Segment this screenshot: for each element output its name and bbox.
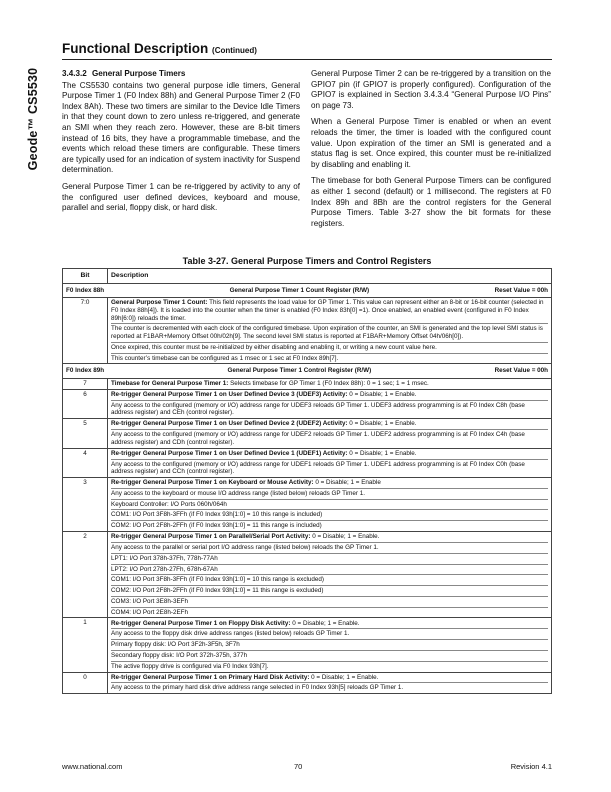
bit-cell: 7 xyxy=(63,378,108,389)
field-name: Re-trigger General Purpose Timer 1 on Keyboard or Mouse Activity: xyxy=(111,479,314,487)
description-line: Primary floppy disk: I/O Port 3F2h-3F5h, 3F7h xyxy=(111,639,548,649)
field-description xyxy=(111,479,548,487)
description-line: Any access to the parallel or serial port I/O address range (listed below) reloads the GP Timer 1. xyxy=(111,542,548,552)
description-cell xyxy=(108,477,552,531)
description-line: COM2: I/O Port 2F8h-2FFh (if F0 Index 93h[1:0] = 11 this range is excluded) xyxy=(111,585,548,595)
register-header-row xyxy=(63,364,552,379)
register-header-row xyxy=(63,283,552,298)
page-title xyxy=(62,41,257,56)
field-description xyxy=(111,380,548,388)
field-values: 0 = Disable; 1 = Enable. xyxy=(347,449,417,457)
field-name: General Purpose Timer 1 Count: xyxy=(111,299,208,307)
description-line: LPT1: I/O Port 378h-37Fh, 778h-77Ah xyxy=(111,553,548,563)
section-heading xyxy=(62,69,300,80)
field-description xyxy=(111,674,548,682)
table-row xyxy=(63,531,552,617)
revision: Revision 4.1 xyxy=(510,762,552,771)
header-rule xyxy=(62,59,552,60)
side-tab xyxy=(22,40,48,220)
bit-cell: 2 xyxy=(63,531,108,617)
bit-cell: 5 xyxy=(63,419,108,448)
description-cell xyxy=(108,389,552,418)
field-values: 0 = Disable; 1 = Enable. xyxy=(347,420,417,428)
field-name: Re-trigger General Purpose Timer 1 on User Defined Device 2 (UDEF2) Activity: xyxy=(111,420,348,428)
bit-cell: 4 xyxy=(63,448,108,477)
field-values: 0 = Disable; 1 = Enable. xyxy=(309,673,379,681)
table-row xyxy=(63,618,552,672)
field-values: 0 = Disable; 1 = Enable. xyxy=(347,391,417,399)
section-title: General Purpose Timers xyxy=(92,69,186,78)
field-text: This field represents the load value for GP Timer 1. This value can represent either an 8-bit or 16-bit counter (selected in F0 Index 88h[4]). It is loaded into the counter when the timer is enabled (F0 Index 83h[0] =1). Once enabled, an enabled event (configured in F0 Index 89h[6:0]) reloads the timer. xyxy=(111,299,544,322)
field-name: Re-trigger General Purpose Timer 1 on Floppy Disk Activity: xyxy=(111,619,291,627)
table-row xyxy=(63,477,552,531)
register-index: F0 Index 88h xyxy=(66,286,105,294)
table-row xyxy=(63,389,552,418)
field-description xyxy=(111,619,548,627)
register-name: General Purpose Timer 1 Count Register (R/W) xyxy=(229,286,370,294)
page-header xyxy=(62,40,552,58)
register-name: General Purpose Timer 1 Control Register (R/W) xyxy=(227,367,372,375)
bit-cell: 7:0 xyxy=(63,298,108,364)
bit-column-header: Bit xyxy=(63,269,108,284)
description-line: COM1: I/O Port 3F8h-3FFh (if F0 Index 93h[1:0] = 10 this range is excluded) xyxy=(111,574,548,584)
description-line: LPT2: I/O Port 278h-27Fh, 678h-67Ah xyxy=(111,564,548,574)
description-cell xyxy=(108,448,552,477)
bit-cell: 1 xyxy=(63,618,108,672)
description-line: Any access to the configured (memory or I/O) address range for UDEF3 reloads GP Timer 1. UDEF3 address programming is at F0 Index C8h (base address register) and CEh (control register). xyxy=(111,400,548,417)
page-title-text: Functional Description xyxy=(62,41,209,56)
left-column xyxy=(62,69,300,220)
description-cell xyxy=(108,531,552,617)
table-header-row xyxy=(63,269,552,284)
description-line: Any access to the primary hard disk drive address range selected in F0 Index 93h[5] reloads GP Timer 1. xyxy=(111,682,548,692)
field-description xyxy=(111,391,548,399)
description-line: This counter’s timebase can be configured as 1 msec or 1 sec at F0 Index 89h[7]. xyxy=(111,353,548,363)
table-row xyxy=(63,672,552,694)
description-line: Any access to the configured (memory or I/O) address range for UDEF2 reloads GP Timer 1. UDEF2 address programming is at F0 Index C4h (base address register) and CDh (control register). xyxy=(111,429,548,446)
product-name: Geode™ CS5530 xyxy=(26,67,40,171)
footer-url: www.national.com xyxy=(62,762,123,771)
bit-cell: 0 xyxy=(63,672,108,694)
bit-cell: 6 xyxy=(63,389,108,418)
register-index: F0 Index 89h xyxy=(66,367,105,375)
description-cell xyxy=(108,672,552,694)
description-line: Any access to the floppy disk drive address ranges (listed below) reloads GP Timer 1. xyxy=(111,628,548,638)
section-number: 3.4.3.2 xyxy=(62,69,87,78)
field-description xyxy=(111,299,548,322)
table-title: Table 3-27. General Purpose Timers and Control Registers xyxy=(182,256,432,266)
page-number: 70 xyxy=(294,762,303,771)
paragraph: General Purpose Timer 1 can be re-triggered by activity to any of the configured user defined devices, keyboard and mouse, parallel and serial, floppy disk, or hard disk. xyxy=(62,181,300,213)
paragraph: The CS5530 contains two general purpose idle timers, General Purpose Timer 1 (F0 Index 88h) and General Purpose Timer 2 (F0 Index 8Ah). These two timers are similar to the Device Idle Timers in that they count down to zero unless re-triggered, and generate an SMI when they reach zero. However, these are 8-bit timers instead of 16 bits, they have a programmable timebase, and the events which reload these timers are configurable. These timers are typically used for an indication of system inactivity for Suspend determination. xyxy=(62,80,300,175)
field-name: Re-trigger General Purpose Timer 1 on Parallel/Serial Port Activity: xyxy=(111,533,311,541)
field-values: 0 = Disable; 1 = Enable. xyxy=(310,533,380,541)
description-line: The active floppy drive is configured via F0 Index 93h[7]. xyxy=(111,661,548,671)
table-row xyxy=(63,378,552,389)
field-values: Selects timebase for GP Timer 1 (F0 Index 88h): 0 = 1 sec; 1 = 1 msec. xyxy=(228,380,429,388)
description-line: COM4: I/O Port 2E8h-2EFh xyxy=(111,607,548,617)
field-name: Timebase for General Purpose Timer 1: xyxy=(111,380,229,388)
field-name: Re-trigger General Purpose Timer 1 on Primary Hard Disk Activity: xyxy=(111,673,310,681)
page-title-qualifier: (Continued) xyxy=(212,46,257,55)
description-line: Keyboard Controller: I/O Ports 060h/064h xyxy=(111,499,548,509)
field-description xyxy=(111,450,548,458)
description-line: The counter is decremented with each clock of the configured timebase. Upon expiration of the counter, an SMI is generated and the top level SMI status is reported at F1BAR+Memory Offset 00h/02h[9]. The second level SMI status is reported at F1BAR+Memory Offset 04h/06h[0]). xyxy=(111,323,548,340)
register-table xyxy=(62,268,552,694)
register-header-cell xyxy=(63,283,552,298)
field-values: 0 = Disable; 1 = Enable. xyxy=(290,619,360,627)
description-line: COM1: I/O Port 3F8h-3FFh (if F0 Index 93h[1:0] = 10 this range is included) xyxy=(111,509,548,519)
table-row xyxy=(63,448,552,477)
description-line: Secondary floppy disk: I/O Port 372h-375h, 377h xyxy=(111,650,548,660)
register-header-cell xyxy=(63,364,552,379)
paragraph: When a General Purpose Timer is enabled or when an event reloads the timer, the timer is loaded with the configured count value. Upon expiration of the timer an SMI is generated and a status flag is set. Once expired, this counter must be re-initialized by disabling and enabling it. xyxy=(311,117,551,169)
description-line: Once expired, this counter must be re-initialized by either disabling and enabling it, or writing a new count value here. xyxy=(111,342,548,352)
field-name: Re-trigger General Purpose Timer 1 on User Defined Device 1 (UDEF1) Activity: xyxy=(111,449,348,457)
description-cell xyxy=(108,618,552,672)
register-reset-value: Reset Value = 00h xyxy=(494,286,548,294)
right-column xyxy=(311,69,551,235)
table-row xyxy=(63,419,552,448)
field-description xyxy=(111,533,548,541)
register-reset-value: Reset Value = 00h xyxy=(494,367,548,375)
description-line: Any access to the configured (memory or I/O) address range for UDEF1 reloads GP Timer 1. UDEF1 address programming is at F0 Index C0h (base address register) and CCh (control register). xyxy=(111,459,548,476)
paragraph: The timebase for both General Purpose Timers can be configured as either 1 second (default) or 1 millisecond. The registers at F0 Index 89h and 8Bh are the control registers for the General Purpose Timers. Table 3-27 show the bit formats for these registers. xyxy=(311,176,551,228)
table-row xyxy=(63,298,552,364)
description-column-header: Description xyxy=(108,269,552,284)
description-cell xyxy=(108,298,552,364)
field-name: Re-trigger General Purpose Timer 1 on User Defined Device 3 (UDEF3) Activity: xyxy=(111,391,348,399)
description-cell xyxy=(108,419,552,448)
description-line: COM3: I/O Port 3E8h-3EFh xyxy=(111,596,548,606)
paragraph: General Purpose Timer 2 can be re-triggered by a transition on the GPIO7 pin (if GPIO7 is properly configured). Configuration of the GPIO7 is explained in Section 3.4.3.4 “General Purpose I/O Pins” on page 73. xyxy=(311,69,551,110)
description-line: Any access to the keyboard or mouse I/O address range (listed below) reloads GP Timer 1. xyxy=(111,488,548,498)
field-description xyxy=(111,420,548,428)
description-line: COM2: I/O Port 2F8h-2FFh (if F0 Index 93h[1:0] = 11 this range is included) xyxy=(111,520,548,530)
description-cell xyxy=(108,378,552,389)
bit-cell: 3 xyxy=(63,477,108,531)
field-values: 0 = Disable; 1 = Enable xyxy=(313,479,381,487)
